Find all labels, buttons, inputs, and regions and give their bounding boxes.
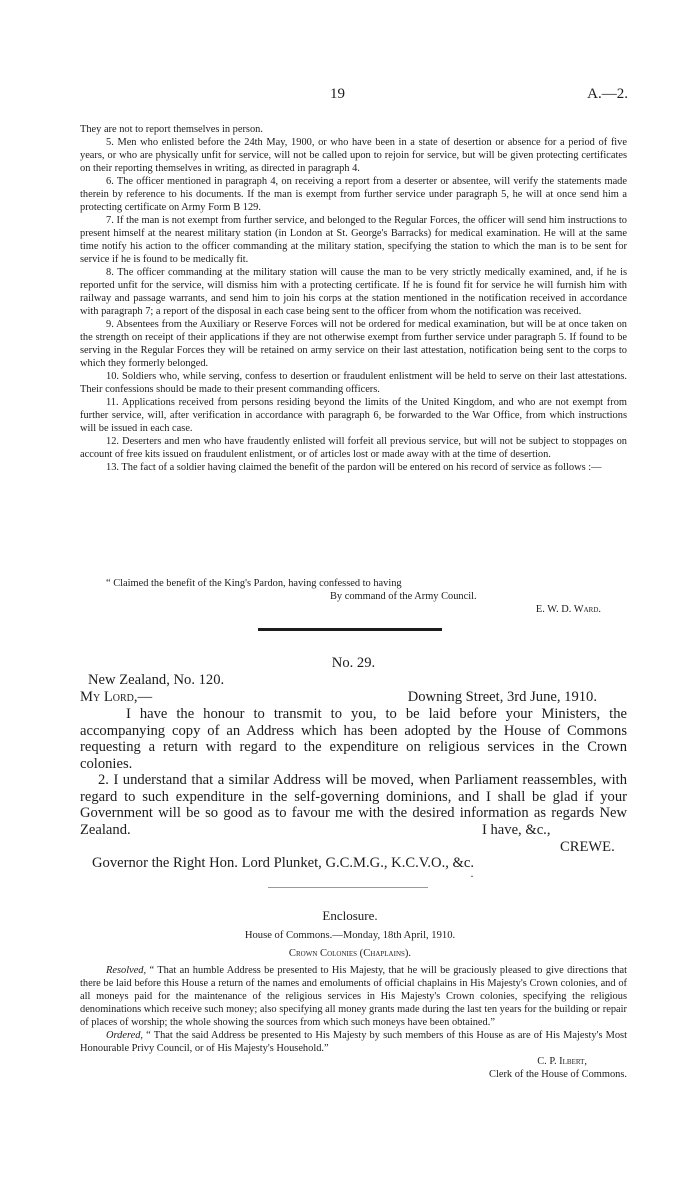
- paragraph-11: 11. Applications received from persons residing beyond the limits of the United Kingdom, and who are not exempt from further service, will, after verification in accordance with paragraph 6, be forwarded to the War Office, from which instructions will be issued in each case.: [80, 397, 627, 434]
- intro-line: They are not to report themselves in person.: [80, 124, 263, 135]
- despatch-number: No. 29.: [331, 655, 376, 671]
- stray-mark: ·: [470, 869, 474, 883]
- paragraph-12: 12. Deserters and men who have fraudently enlisted will forfeit all previous service, but will not be subject to stoppages on account of free kits issued on fraudulent enlistment, or of articles lost or made away with at the time of desertion.: [80, 436, 627, 460]
- enclosure-body: [80, 964, 627, 1081]
- command-line: By command of the Army Council.: [330, 591, 477, 602]
- ordered-paragraph: [80, 1029, 627, 1055]
- house-date-line: House of Commons.—Monday, 18th April, 1910.: [244, 930, 456, 941]
- section-divider: [258, 628, 442, 631]
- army-council-instructions: [80, 123, 627, 474]
- closing-formula: I have, &c.,: [482, 822, 551, 838]
- paragraph-7: 7. If the man is not exempt from further service, and belonged to the Regular Forces, the officer will send him instructions to present himself at the nearest military station (in London at St. George's Barracks) for medical examination. He will at the same time notify his action to the officer commanding at the military station, specifying the station to which the man is to be sent for service if he is found to be medically fit.: [80, 215, 627, 265]
- paragraph-5: 5. Men who enlisted before the 24th May, 1900, or who have been in a state of desertion or absence for a period of five years, or who are physically unfit for service, will not be called upon to rejoin for service, but will be given protecting certificates on their reporting themselves in writing, as directed in paragraph 4.: [80, 137, 627, 174]
- resolved-text: “ That an humble Address be presented to His Majesty, that he will be graciously pleased to give directions that there be laid before this House a return of the names and emoluments of official chaplains in His Majesty's Crown colonies, and of all moneys paid for the maintenance of the religious services in His Majesty's Crown colonies, specifying the religious denominations which receive such money; also specifying all money grants made during the last ten years for the building or repair of places of worship; the whole showing the sources from which such moneys have been obtained.”: [80, 965, 627, 1028]
- enclosure-subject: Crown Colonies (Chaplains).: [288, 948, 412, 959]
- despatch-heading: [80, 655, 627, 688]
- despatch-closing: [80, 822, 627, 872]
- sender-name: CREWE.: [560, 838, 615, 855]
- resolved-label: Resolved,: [106, 965, 147, 976]
- paragraph-10: 10. Soldiers who, while serving, confess to desertion or fraudulent enlistment will be held to serve on their last attestations. Their confessions should be made to their present commanding officers.: [80, 371, 627, 395]
- paragraph-8: 8. The officer commanding at the military station will cause the man to be very strictly medically examined, and, if he is reported unfit for the service, will dismiss him with a protecting certificate. If he is found fit for service he will furnish him with railway and passage warrants, and send him to join his corps at the station mentioned in the notification received in accordance with paragraph 7; a report of the disposal in each case being sent to the officer from whom the notification was received.: [80, 267, 627, 317]
- resolved-paragraph: [80, 964, 627, 1029]
- signatory-name: E. W. D. Ward.: [535, 604, 601, 615]
- clerk-title: Clerk of the House of Commons.: [489, 1069, 627, 1080]
- despatch-paragraph-1: I have the honour to transmit to you, to be laid before your Ministers, the accompanying copy of an Address which has been adopted by the House of Commons requesting a return with regard to the expenditure on religious services in the Crown colonies.: [80, 706, 627, 772]
- enclosure-divider: [268, 887, 428, 888]
- despatch-paragraph-2: 2. I understand that a similar Address will be moved, when Parliament reassembles, with regard to such expenditure in the self-governing dominions, and I shall be glad if your Government will be so good as to favour me with the desired information as regards New Zealand.: [80, 772, 627, 838]
- salutation: My Lord,—: [80, 689, 153, 705]
- ordered-label: Ordered,: [106, 1030, 144, 1041]
- army-council-signature: [80, 577, 627, 616]
- page-number: 19: [330, 86, 345, 102]
- enclosure-title: Enclosure.: [322, 908, 378, 923]
- despatch-salutation-row: [80, 689, 627, 706]
- ordered-text: “ That the said Address be presented to His Majesty by such members of this House as are of His Majesty's Most Honourable Privy Council, or of His Majesty's Household.”: [80, 1030, 627, 1054]
- addressee-line: Governor the Right Hon. Lord Plunket, G.C.M.G., K.C.V.O., &c.: [92, 855, 474, 871]
- paragraph-9: 9. Absentees from the Auxiliary or Reserve Forces will not be ordered for medical examination, but will be at once taken on the strength on receipt of their applications if they are not otherwise exempt from further service under paragraph 5. If found to be serving in the Regular Forces they will be retained on army service on their last attestation, notification being sent to the corps to which they formerly belonged.: [80, 319, 627, 369]
- despatch-body: [80, 706, 627, 838]
- paragraph-6: 6. The officer mentioned in paragraph 4, on receiving a report from a deserter or absentee, will verify the statements made therein by reference to his documents. If the man is exempt from further service under paragraph 5, he will at once send him a protecting certificate on Army Form B 129.: [80, 176, 627, 213]
- record-quote: “ Claimed the benefit of the King's Pardon, having confessed to having: [106, 578, 402, 589]
- paragraph-13: 13. The fact of a soldier having claimed the benefit of the pardon will be entered on his record of service as follows :—: [106, 462, 602, 473]
- colony-number: New Zealand, No. 120.: [88, 671, 225, 688]
- place-date: Downing Street, 3rd June, 1910.: [407, 689, 597, 705]
- clerk-name: C. P. Ilbert,: [537, 1056, 587, 1067]
- parliamentary-reference: A.—2.: [587, 86, 628, 102]
